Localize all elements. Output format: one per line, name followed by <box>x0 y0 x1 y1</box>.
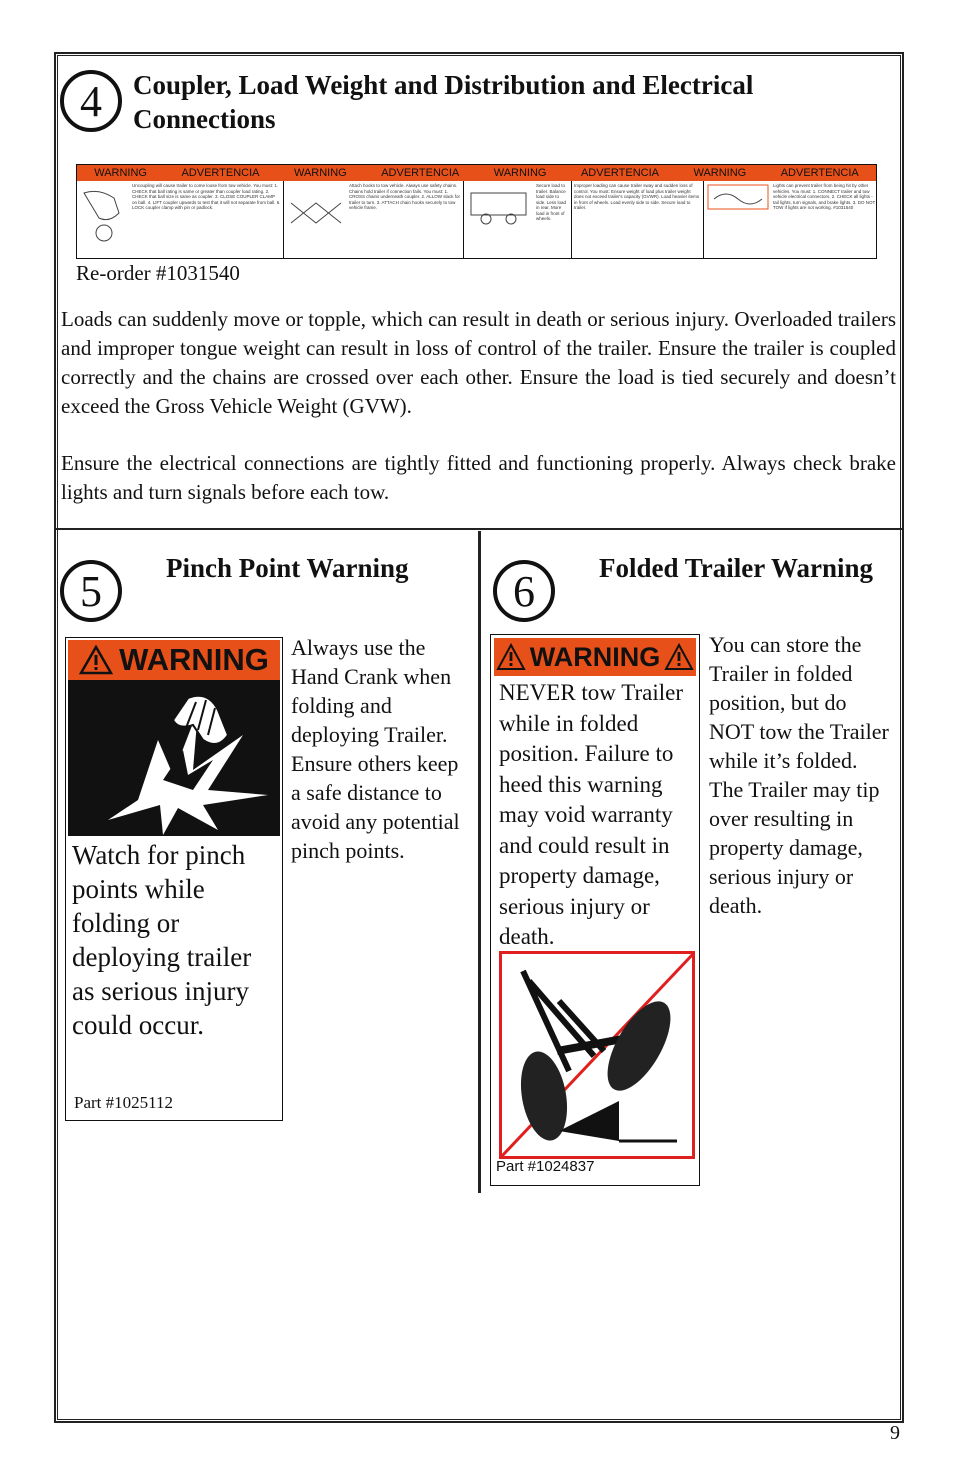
folded-trailer-warning-label <box>490 634 700 1186</box>
section-divider-horizontal <box>54 528 904 530</box>
decal-bar-item: WARNING <box>493 167 547 179</box>
part-number: Part #1025112 <box>74 1093 174 1112</box>
part-number: Part #1024837 <box>496 1158 595 1175</box>
warning-triangle-icon <box>79 645 113 675</box>
load-warning-paragraph: Loads can suddenly move or topple, which can result in death or serious injury. Overloaded trailers and improper tongue weight can result in loss of control of the trailer. Ensure the trailer is coupled correctly and the chains are crossed over each other. Ensure the load is tied securely and doesn’t exceed the Gross Vehicle Weight (GVW). <box>61 307 896 418</box>
decal-panel-lights <box>704 181 877 258</box>
decal-bar-item: ADVERTENCIA <box>580 167 660 179</box>
pinch-point-warning-label <box>65 637 283 1121</box>
pinch-hand-illustration <box>68 680 280 836</box>
section-number: 6 <box>513 566 535 616</box>
warning-message: Watch for pinch points while folding or deploying trailer as serious injury could occur. <box>72 840 252 1040</box>
chains-illustration-icon <box>286 183 346 243</box>
section-number: 5 <box>80 566 102 616</box>
warning-header-text: WARNING <box>529 641 661 672</box>
trailer-load-illustration-icon <box>466 183 536 228</box>
section-divider-vertical <box>478 531 481 1193</box>
decal-panel-load <box>464 181 572 258</box>
decal-panel-text: Uncoupling will cause trailer to come loose from tow vehicle. You must: 1. CHECK that ball rating is same or greater than coupler load rating. 2. CHECK that ball size is same as coupler. 3. CLOSE COUPLER CLAMP on ball. 4. LIFT coupler upwards to test that it will not separate from ball. 5. LOCK coupler clamp with pin or padlock. <box>132 183 281 210</box>
warning-header <box>494 638 696 676</box>
page-number: 9 <box>890 1422 900 1444</box>
decal-panel-coupler <box>77 181 284 258</box>
decal-bar-item: WARNING <box>94 167 147 179</box>
warning-message: NEVER tow Trailer while in folded position. Failure to heed this warning may void warranty and could result in property damage, serious injury or death. <box>499 680 683 949</box>
decal-panel-text: Attach hooks to tow vehicle. Always use safety chains. Chains hold trailer if connection fails. You must: 1. CROSS chains underneath coupler. 2. ALLOW slack for trailer to turn. 3. ATTACH chain hooks securely to tow vehicle frame. <box>349 183 461 210</box>
section-title: Pinch Point Warning <box>166 553 409 583</box>
section-title: Folded Trailer Warning <box>599 553 874 583</box>
warning-triangle-icon <box>664 643 694 671</box>
reorder-number: Re-order #1031540 <box>76 261 240 285</box>
section-number: 4 <box>80 76 102 126</box>
decal-panel-loading <box>572 181 704 258</box>
coupler-illustration-icon <box>79 183 129 253</box>
prohibited-folded-trailer-icon <box>499 951 695 1167</box>
decal-header-bar <box>77 165 876 181</box>
section-number-circle <box>60 560 122 622</box>
decal-bar-item: WARNING <box>693 167 747 179</box>
connector-illustration-icon <box>706 183 770 213</box>
decal-bar-item: ADVERTENCIA <box>181 167 260 179</box>
section-number-circle <box>493 560 555 622</box>
section-number-circle <box>60 70 122 132</box>
decal-bar-item: ADVERTENCIA <box>381 167 460 179</box>
decal-panel-text: Improper loading can cause trailer sway and sudden loss of control. You must: Ensure weight of load plus trailer weight does not exceed trailer's capacity (GVWR). Load heavier items in front of wheels. Load evenly side to side. Secure load to trailer. <box>574 183 700 210</box>
electrical-paragraph: Ensure the electrical connections are tightly fitted and functioning properly. Always check brake lights and turn signals before each tow. <box>61 451 896 504</box>
folded-trailer-prohibited-illustration <box>499 951 695 1167</box>
decal-panel-chains <box>284 181 464 258</box>
warning-header <box>68 640 280 680</box>
warning-header-text: WARNING <box>119 642 269 677</box>
decal-panel-text: Secure load to trailer. Balance load side to side. Less load in rear. More load in front of wheels. <box>536 183 567 221</box>
pinch-hand-icon <box>68 680 280 836</box>
pinch-point-instructions: Always use the Hand Crank when folding and deploying Trailer. Ensure others keep a safe distance to avoid any potential pinch points. <box>291 635 460 863</box>
warning-triangle-icon <box>496 643 526 671</box>
decal-bar-item: WARNING <box>293 167 347 179</box>
section-title: Coupler, Load Weight and Distribution and Electrical Connections <box>133 70 754 134</box>
decal-panel-text: Lights can prevent trailer from being hit by other vehicles. You must: 1. CONNECT trailer and tow vehicle electrical connectors. 2. CHECK all lights - tail lights, turn signals, and brake lights. 3. DO NOT TOW if lights are not working. #1031540 <box>773 183 876 210</box>
folded-trailer-instructions: You can store the Trailer in folded position, but do NOT tow the Trailer while it’s folded. The Trailer may tip over resulting in property damage, serious injury or death. <box>709 632 889 918</box>
warning-decal <box>76 164 877 259</box>
decal-bar-item: ADVERTENCIA <box>780 167 859 179</box>
